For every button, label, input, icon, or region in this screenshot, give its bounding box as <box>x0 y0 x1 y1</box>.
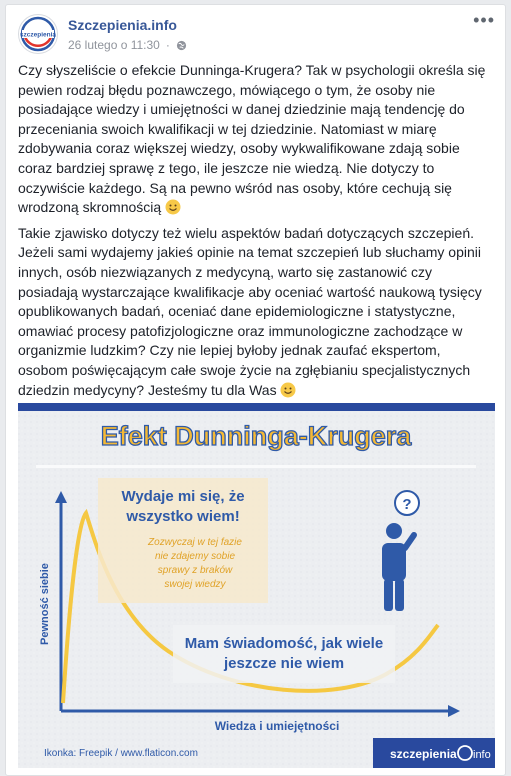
post-text <box>6 61 505 400</box>
post-paragraph: Czy słyszeliście o efekcie Dunninga-Krugera? Tak w psychologii określa się pewien rodzaj błędu poznawczego, mówiącego o tym, że osoby nie posiadające wiedzy i umiejętności w danej dziedzinie mają tendencję do przeceniania swoich kwalifikacji w tej dziedzinie. Natomiast w miarę zdobywania coraz większej wiedzy, osoby wykwalifikowane zdają sobie coraz bardziej sprawę z tego, ile jeszcze nie wiedzą. Nie dotyczy to oczywiście każdego. Są na pewno wśród nas osoby, które cechują się wrodzoną skromnością <box>18 62 486 216</box>
note-line2: nie zdajemy sobie <box>154 551 236 562</box>
brand-left: szczepienia <box>390 747 457 761</box>
note-line3: sprawy z braków <box>157 565 233 576</box>
bottom-bubble <box>173 625 395 683</box>
page-avatar[interactable] <box>18 14 58 54</box>
bottom-bubble-line2: jeszcze nie wiem <box>223 655 345 672</box>
globe-icon[interactable] <box>176 40 187 51</box>
credit-text: Ikonka: Freepik / www.flaticon.com <box>44 748 198 759</box>
post-image[interactable] <box>18 403 495 768</box>
x-axis-label: Wiedza i umiejętności <box>214 719 340 733</box>
post-header <box>6 5 505 61</box>
page-name-link[interactable]: Szczepienia.info <box>68 17 177 33</box>
top-band <box>18 403 495 411</box>
graphic-title: Efekt Dunninga-Krugera <box>100 421 412 451</box>
note-line4: swojej wiedzy <box>164 579 226 590</box>
brand-right: info <box>473 749 491 761</box>
y-axis-label: Pewność siebie <box>39 563 51 645</box>
top-bubble-line1: Wydaje mi się, że <box>121 488 245 505</box>
post-meta: 26 lutego o 11:30 · <box>68 38 187 52</box>
note-line1: Zozwyczaj w tej fazie <box>148 537 242 548</box>
facebook-post <box>5 4 506 776</box>
post-paragraph: Takie zjawisko dotyczy też wielu aspektów badań dotyczących szczepień. Jeżeli sami wydajemy jakieś opinie na temat szczepień lub słuchamy opinii innych, osób niezwiązanych z medycyną, warto się zastanowić czy posiadają wystarczające kwalifikacje aby oceniać wartość naukową tysięcy opublikowanych badań, oceniać dane epidemiologiczne i statystyczne, omawiać procesy patofizjologiczne oraz immunologiczne zachodzące w organizmie ludzkim? Czy nie lepiej byłoby jednak zaufać ekspertom, osobom poświęcającym całe swoje życie na zgłębianiu specjalistycznych dziedzin medycyny? Jesteśmy tu dla Was <box>18 224 482 398</box>
post-timestamp[interactable]: 26 lutego o 11:30 <box>68 38 160 52</box>
smiley-icon <box>165 199 181 215</box>
avatar-text: szczepienia <box>19 31 57 39</box>
smiley-icon <box>280 382 296 398</box>
question-mark: ? <box>402 496 412 513</box>
more-options-icon[interactable]: ••• <box>473 10 495 30</box>
top-bubble-line2: wszystko wiem! <box>126 508 240 525</box>
bottom-bubble-line1: Mam świadomość, jak wiele <box>184 635 384 652</box>
